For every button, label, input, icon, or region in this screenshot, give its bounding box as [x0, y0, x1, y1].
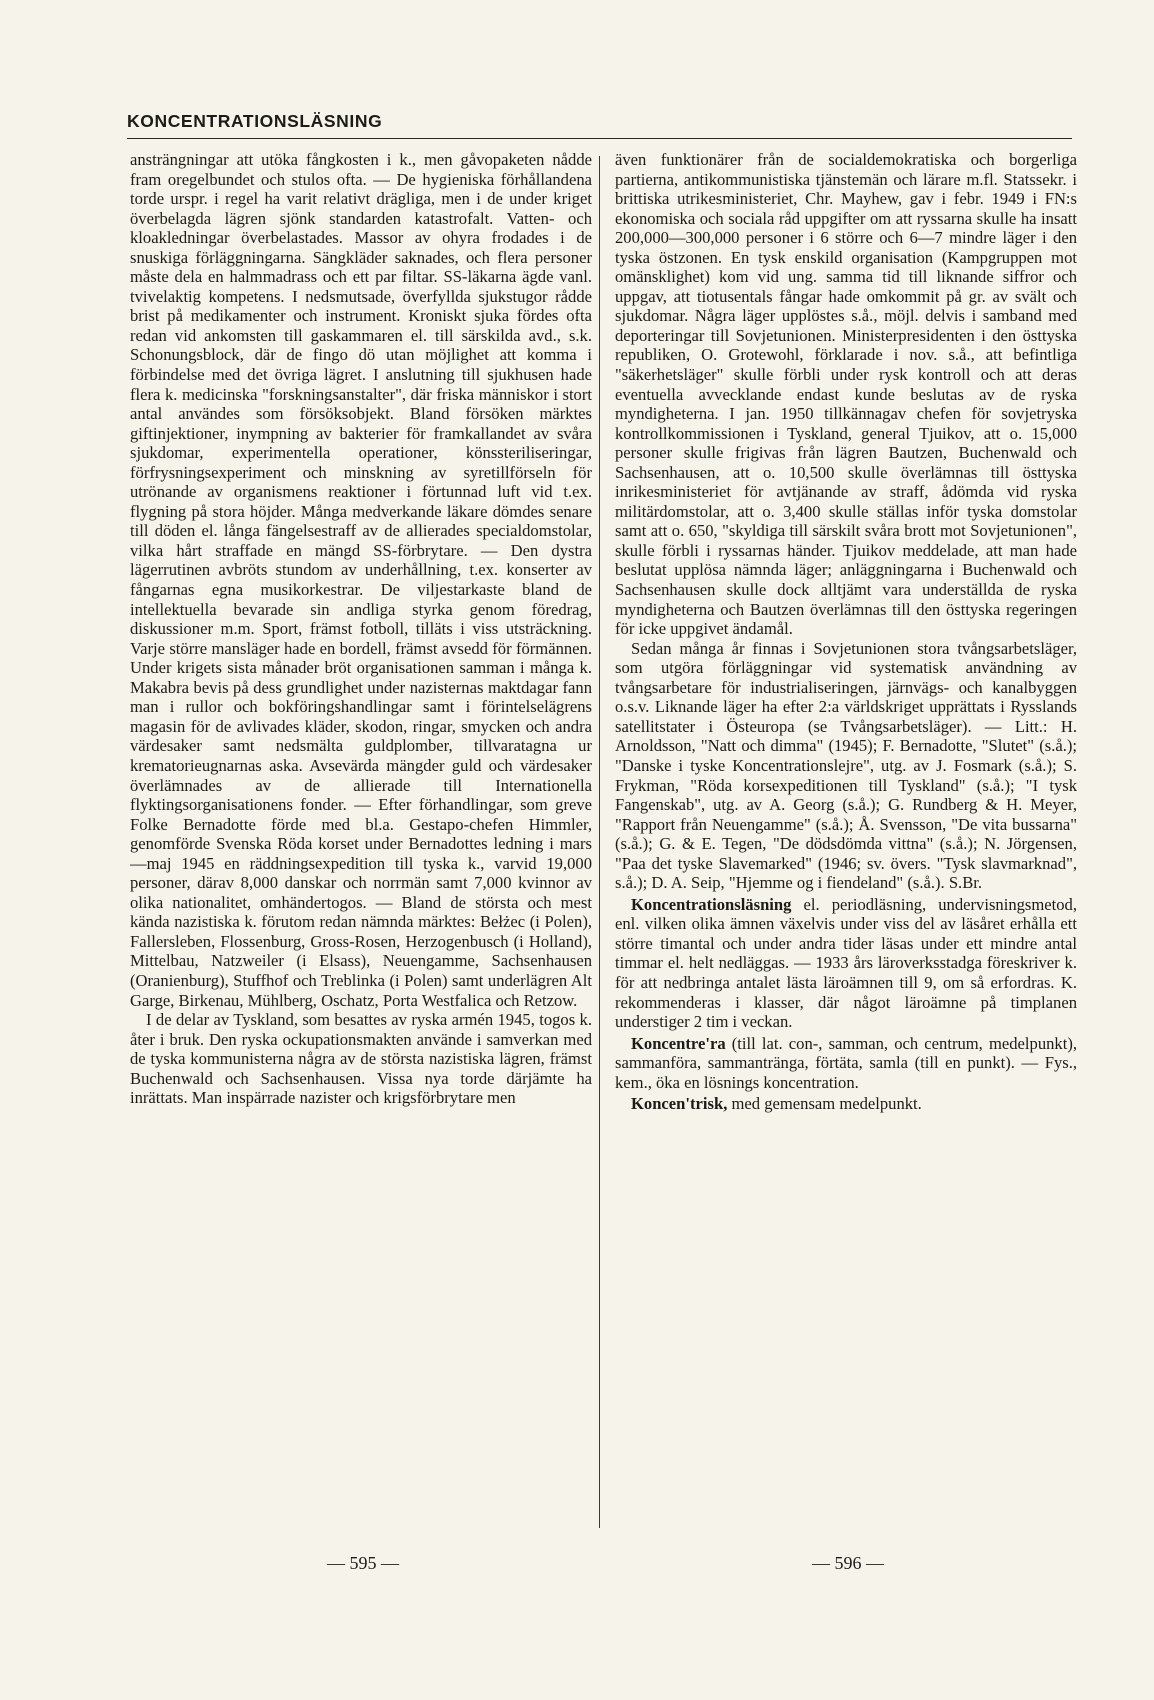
right-paragraph-2: Sedan många år finnas i Sovjetunionen stora tvångsarbetsläger, som utgöra förläggningar vid systematisk användning av tvångsarbetare för industrialiseringen, järnvägs- och kanalbyggen o.s.v. Liknande läger ha efter 2:a världskriget upprättats i Rysslands satellitstater i Östeuropa (se Tvångsarbetsläger). — Litt.: H. Arnoldsson, "Natt och dimma" (1945); F. Bernadotte, "Slutet" (s.å.); "Danske i tyske Koncentrationslejre", utg. av J. Fosmark (s.å.); S. Frykman, "Röda korsexpeditionen till Tyskland" (s.å.); "I tysk Fangenskab", utg. av A. Georg (s.å.); G. Rundberg & H. Meyer, "Rapport från Neuengamme" (s.å.); Å. Svensson, "De vita bussarna" (s.å.); G. & E. Tegen, "De dödsdömda vittna" (s.å.); N. Jörgensen, "Paa det tyske Slavemarked" (1946; sv. övers. "Tysk slavmarknad", s.å.); D. A. Seip, "Hjemme og i fiendeland" (s.å.). S.Br. [615, 638, 1077, 893]
right-paragraph-1: även funktionärer från de socialdemokratiska och borgerliga partierna, antikommunistiska tjänstemän och lärare m.fl. Statssekr. i brittiska utrikesministeriet, Chr. Mayhew, gav i febr. 1949 i FN:s ekonomiska och sociala råd uppgifter om att ryssarna skulle ha insatt 200,000—300,000 personer i 6 större och 6—7 mindre läger i den tyska östzonen. En tysk enskild organisation (Kampgruppen mot omänsklighet) kom vid ung. samma tid till liknande siffror och uppgav, att tiotusentals fångar hade omkommit på gr. av svält och sjukdomar. Några läger upplöstes s.å., möjl. delvis i samband med deporteringar till Sovjetunionen. Ministerpresidenten i den östtyska republiken, O. Grotewohl, förklarade i nov. s.å., att befintliga "säkerhetsläger" skulle förbli under rysk kontroll och att deras eventuella avvecklande endast kunde beslutas av de ryska myndigheterna. I jan. 1950 tillkännagav chefen för sovjetryska kontrollkommissionen i Tyskland, general Tjuikov, att o. 15,000 personer skulle frigivas från lägren Bautzen, Buchenwald och Sachsenhausen, att o. 10,500 skulle överlämnas till östtyska inrikesministeriet för avtjänande av straff, ådömda vid ryska militärdomstolar, att o. 3,400 skulle ställas inför tyska domstolar samt att o. 650, "skyldiga till särskilt svåra brott mot Sovjetunionen", skulle förbli i ryssarnas händer. Tjuikov meddelade, att man hade beslutat upplösa nämnda läger; anläggningarna i Buchenwald och Sachsenhausen skulle dock alltjämt vara underställda de ryska myndigheterna och Bautzen överlämnas till den östtyska regeringen för icke uppgivet ändamål. [615, 150, 1077, 639]
entry-definition: med gemensam medelpunkt. [727, 1094, 922, 1114]
page-number-right: — 596 — [812, 1553, 884, 1573]
entry-headword: Koncentre'ra [631, 1033, 726, 1053]
entry-definition: (till lat. con-, samman, och centrum, medelpunkt), sammanföra, sammantränga, förtäta, samla (till en punkt). — Fys., kem., öka en lösnings koncentration. [615, 1033, 1077, 1092]
page-number-left: — 595 — [327, 1553, 399, 1573]
left-paragraph-1: ansträngningar att utöka fångkosten i k., men gåvopaketen nådde fram oregelbundet och stulos ofta. — De hygieniska förhållandena torde urspr. i regel ha varit relativt drägliga, men i de under kriget överbelagda lägren sjönk standarden katastrofalt. Vatten- och kloakledningar överbelastades. Massor av ohyra frodades i de snuskiga förläggningarna. Sängkläder saknades, och flera personer måste dela en halmmadrass och ett par filtar. SS-läkarna ägde vanl. tvivelaktig kompetens. I nedsmutsade, överfyllda sjukstugor rådde brist på medikamenter och instrument. Kroniskt sjuka fördes ofta redan vid ankomsten till gaskammaren el. till särskilda avd., s.k. Schonungsblock, där de fingo dö utan möjlighet att komma i förbindelse med det övriga lägret. I anslutning till sjukhusen hade flera k. medicinska "forskningsanstalter", där friska människor i stort antal användes som försöksobjekt. Bland försöken märktes giftinjektioner, inympning av bakterier för framkallandet av svåra sjukdomar, experimentella operationer, könssteriliseringar, förfrysningsexperiment och minskning av syretillförseln för utrönande av organismens reaktioner i förtunnad luft vid t.ex. flygning på stora höjder. Många medverkande läkare dömdes senare till döden el. långa fängelsestraff av de allierades specialdomstolar, vilka hårt straffade en mängd SS-förbrytare. — Den dystra lägerrutinen avbröts stundom av underhållning, t.ex. konserter av fångarnas egna musikorkestrar. De viljestarkaste bland de intellektuella bevarade sin andliga styrka genom föredrag, diskussioner m.m. Sport, främst fotboll, tilläts i viss utsträckning. Varje större mansläger hade en bordell, främst avsedd för förmännen. Under krigets sista månader bröt organisationen samman i många k. Makabra bevis på dess grundlighet under nazisternas maktdagar fann man i rullor och bokföringshandlingar samt i förintelselägrens magasin för de avlivades kläder, skodon, ringar, smycken och andra värdesaker samt nedsmälta guldplomber, tillvaratagna ur krematorieugnarnas aska. Avsevärda mängder guld och värdesaker överlämnades av de allierade till Internationella flyktingsorganisationens fonder. — Efter förhandlingar, som greve Folke Bernadotte förde med bl.a. Gestapo-chefen Himmler, genomförde Svenska Röda korset under Bernadottes ledning i mars—maj 1945 en räddningsexpedition till tyska k., varvid 19,000 personer, därav 8,000 danskar och norrmän samt 7,000 kvinnor av olika nationalitet, omhändertogos. — Bland de största och mest kända nazistiska k. förutom redan nämnda märktes: Bełżec (i Polen), Fallersleben, Flossenburg, Gross-Rosen, Herzogenbusch (i Holland), Mittelbau, Natzweiler (i Elsass), Neuengamme, Sachsenhausen (Oranienburg), Stuffhof och Treblinka (i Polen) samt underlägren Alt Garge, Birkenau, Mühlberg, Oschatz, Porta Westfalica och Retzow. [130, 150, 592, 1010]
header-rule [127, 138, 1072, 139]
running-head: KONCENTRATIONSLÄSNING [127, 111, 383, 131]
left-column [130, 150, 592, 1530]
page-header [127, 110, 1072, 139]
right-column [615, 150, 1077, 1530]
entry-koncentrisk [615, 1094, 1077, 1114]
entry-definition: el. periodläsning, undervisningsmetod, enl. vilken olika ämnen växelvis under viss del av läsåret erhålla ett större timantal och under andra tider läsas under ett mindre antal timmar el. helt nedläggas. — 1933 års läroverksstadga föreskriver k. för att nedbringa antalet lästa läroämnen till 9, om så erfordras. K. rekommenderas i klasser, där något läroämne på timplanen understiger 2 tim i veckan. [615, 894, 1077, 1032]
entry-headword: Koncen'trisk, [631, 1094, 728, 1114]
left-paragraph-2: I de delar av Tyskland, som besattes av ryska armén 1945, togos k. åter i bruk. Den ryska ockupationsmakten använde i samverkan med de tyska kommunisterna några av de största nazistiska lägren, främst Buchenwald och Sachsenhausen. Vissa nya torde därjämte ha inrättats. Man inspärrade nazister och krigsförbrytare men [130, 1010, 592, 1108]
column-divider [599, 156, 600, 1528]
entry-koncentrera [615, 1034, 1077, 1093]
entry-koncentrationslasning [615, 895, 1077, 1032]
entry-headword: Koncentrationsläsning [631, 894, 792, 914]
